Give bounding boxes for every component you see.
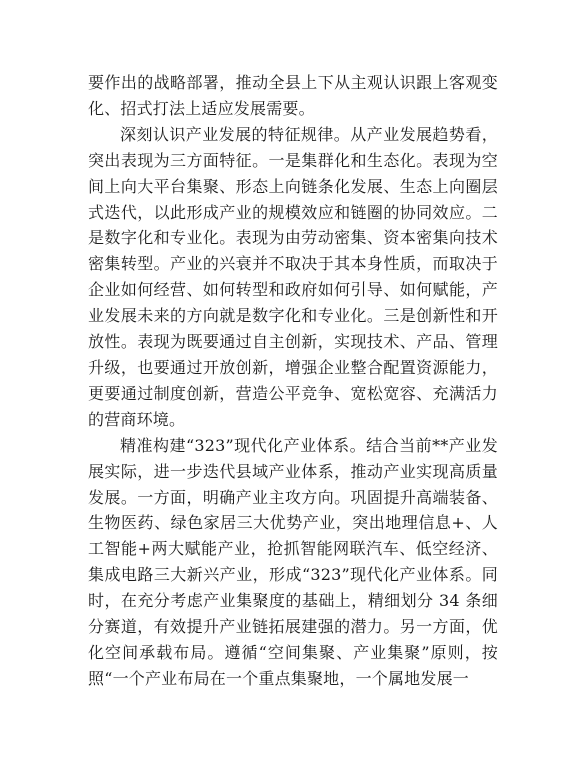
document-body xyxy=(88,70,498,692)
paragraph-2: 深刻认识产业发展的特征规律。从产业发展趋势看，突出表现为三方面特征。一是集群化和生态化。表现为空间上向大平台集聚、形态上向链条化发展、生态上向圈层式迭代，以此形成产业的规模效应和链圈的协同效应。二是数字化和专业化。表现为由劳动密集、资本密集向技术密集转型。产业的兴衰并不取决于其本身性质，而取决于企业如何经营、如何转型和政府如何引导、如何赋能，产业发展未来的方向就是数字化和专业化。三是创新性和开放性。表现为既要通过自主创新，实现技术、产品、管理升级，也要通过开放创新，增强企业整合配置资源能力，更要通过制度创新，营造公平竞争、宽松宽容、充满活力的营商环境。 xyxy=(88,124,498,429)
paragraph-3: 精准构建“323”现代化产业体系。结合当前**产业发展实际，进一步迭代县域产业体系，推动产业实现高质量发展。一方面，明确产业主攻方向。巩固提升高端装备、生物医药、绿色家居三大优势产业，突出地理信息+、人工智能+两大赋能产业，抢抓智能网联汽车、低空经济、集成电路三大新兴产业，形成“323”现代化产业体系。同时，在充分考虑产业集聚度的基础上，精细划分 34 条细分赛道，有效提升产业链拓展建强的潜力。另一方面，优化空间承载布局。遵循“空间集聚、产业集聚”原则，按照“一个产业布局在一个重点集聚地，一个属地发展一 xyxy=(88,435,498,688)
paragraph-1: 要作出的战略部署，推动全县上下从主观认识跟上客观变化、招式打法上适应发展需要。 xyxy=(88,73,498,118)
